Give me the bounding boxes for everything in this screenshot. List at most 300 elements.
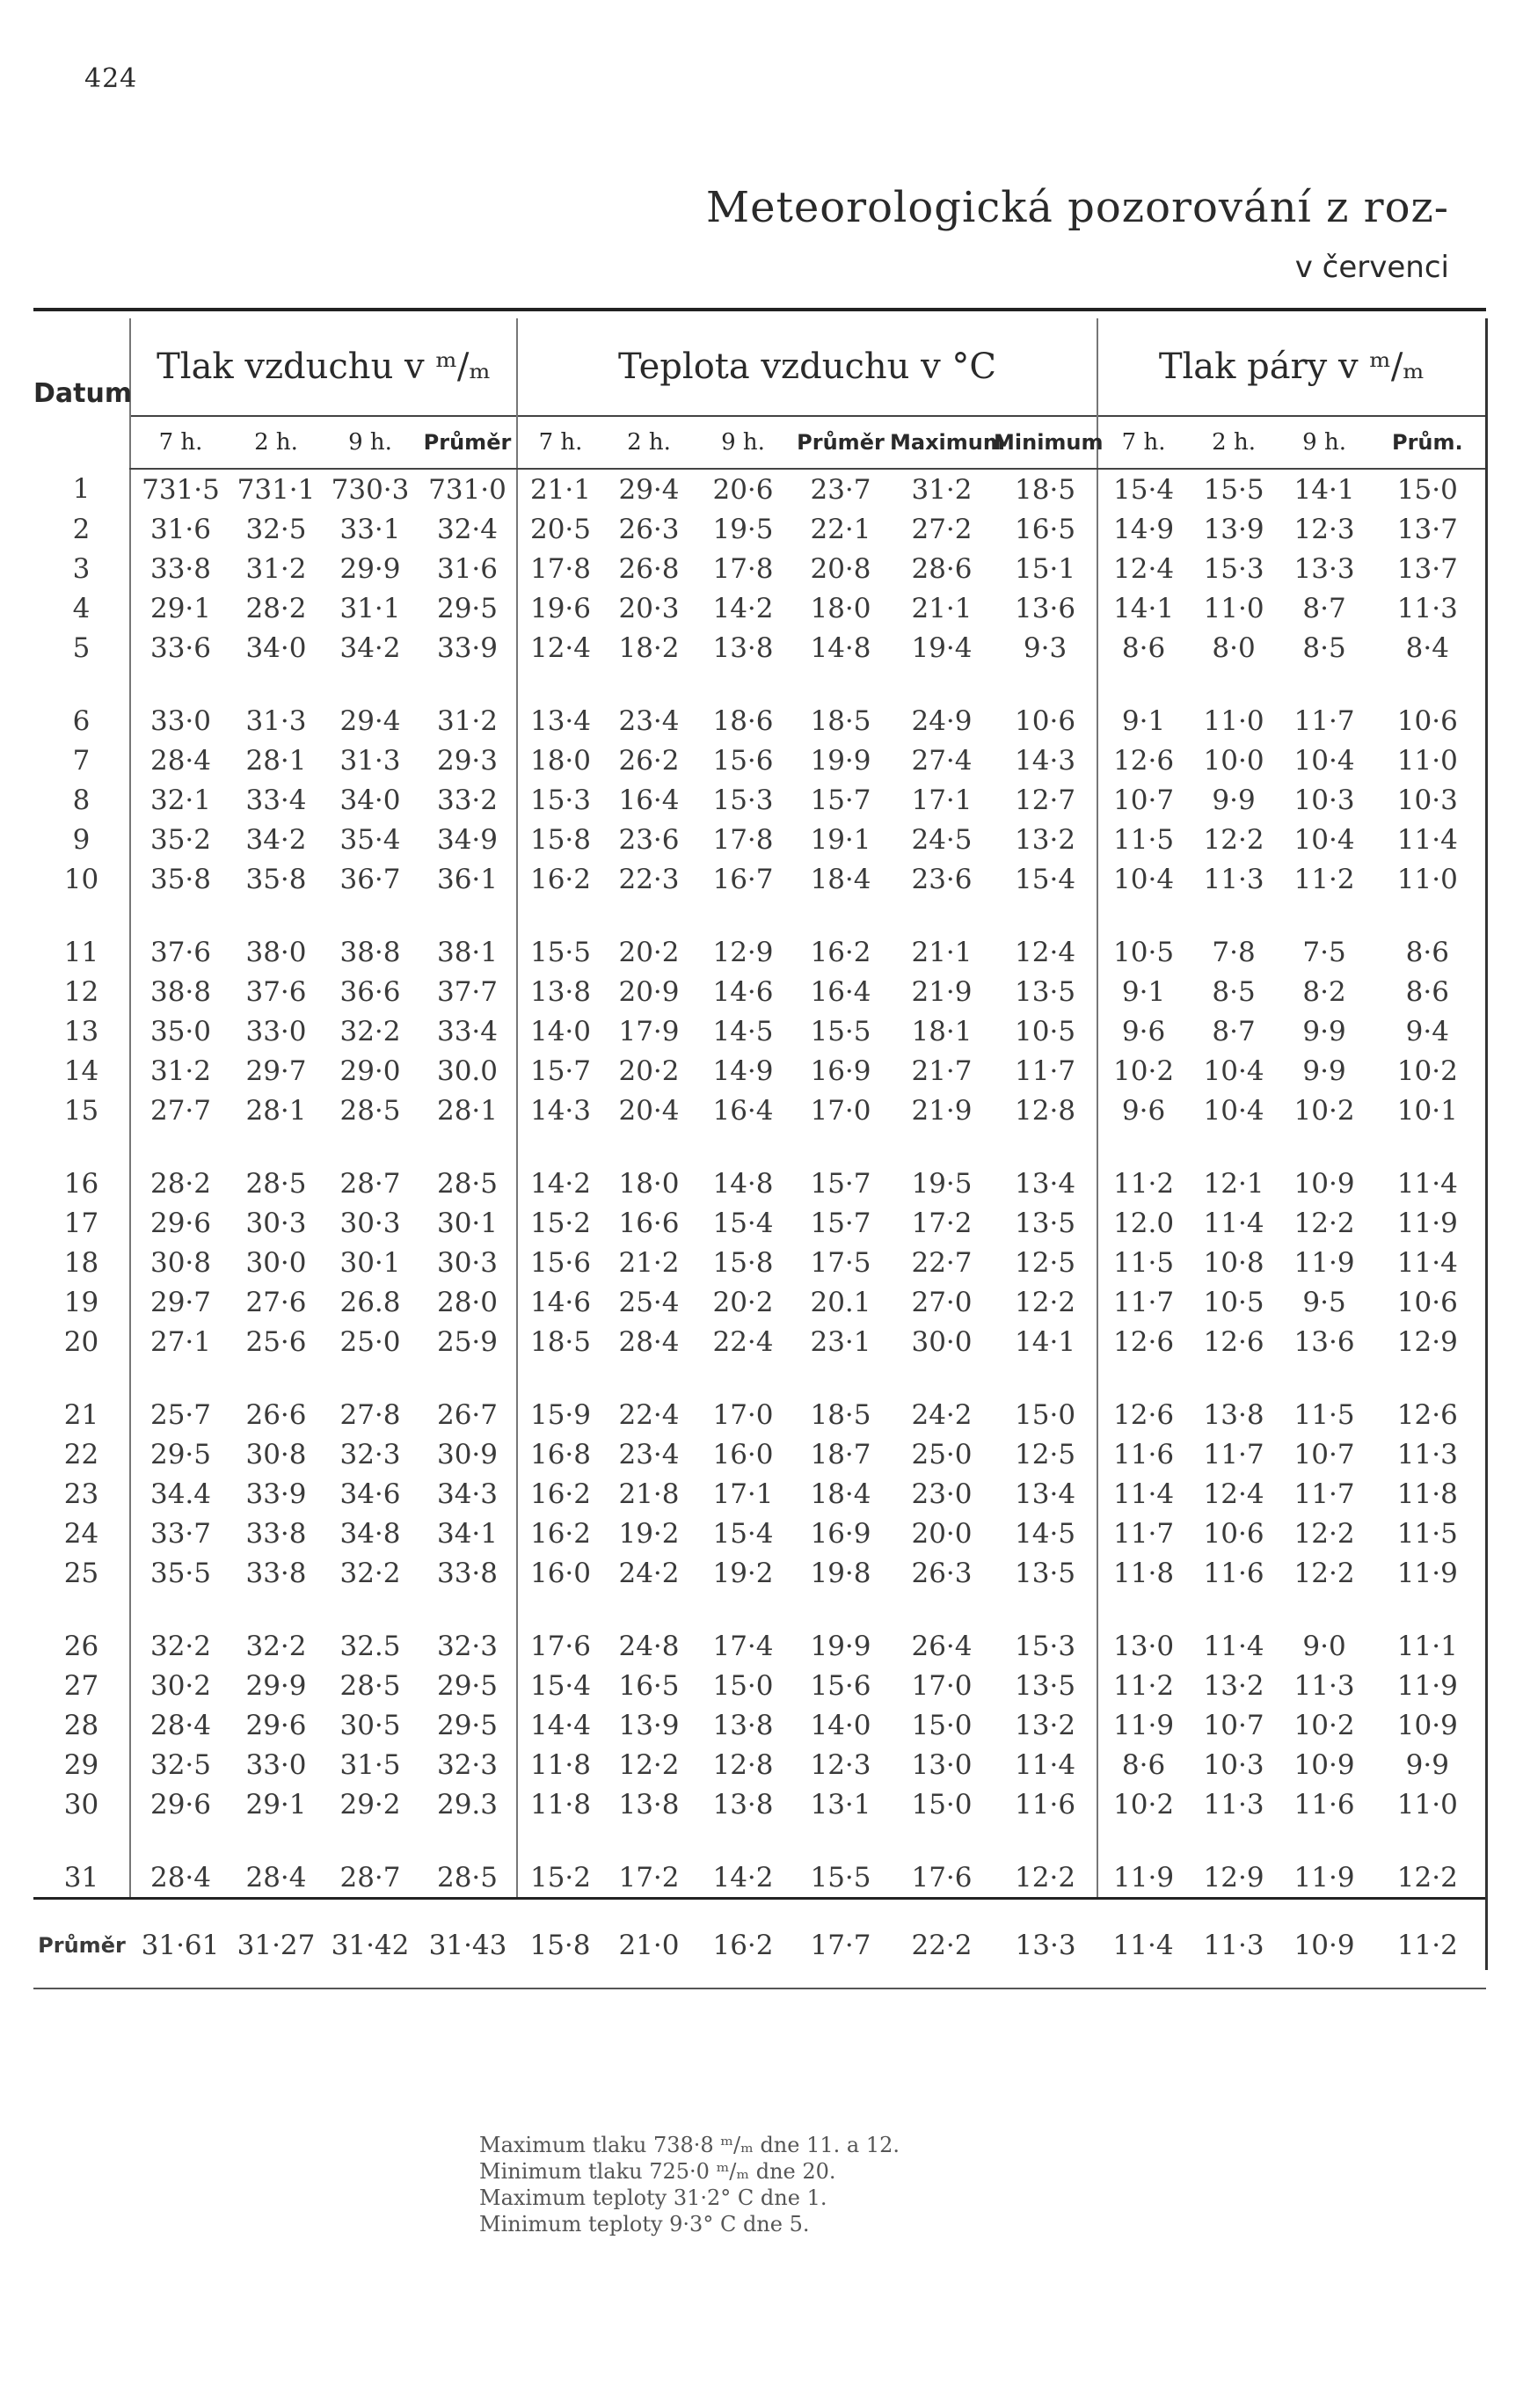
value-cell: 31·3 (339, 744, 401, 777)
value-cell: 15·7 (810, 1207, 871, 1239)
value-cell: 31·2 (130, 1051, 230, 1091)
value-cell: 22·4 (712, 1325, 774, 1358)
value-cell: 11·7 (1203, 1438, 1264, 1470)
col-header: Minimum (994, 416, 1097, 469)
value-cell: 30·0 (911, 1325, 973, 1358)
value-cell: 17·0 (810, 1094, 871, 1127)
value-cell: 25·7 (130, 1361, 230, 1434)
value-cell: 28·4 (130, 741, 230, 780)
day-cell: 12 (63, 975, 99, 1008)
value-cell: 10·7 (1203, 1709, 1264, 1741)
value-cell: 15·4 (712, 1207, 774, 1239)
value-cell: 18·0 (517, 741, 603, 780)
day-cell: 4 (72, 592, 91, 624)
value-cell: 32·2 (130, 1593, 230, 1666)
bottom-rule (33, 1988, 1486, 1989)
value-cell: 731·0 (428, 473, 506, 506)
value-cell: 16·8 (517, 1434, 603, 1474)
value-cell: 27·4 (911, 744, 973, 777)
value-cell: 14·2 (712, 1861, 774, 1894)
value-cell: 15·3 (712, 784, 774, 816)
table-row (33, 469, 1486, 509)
value-cell: 11·9 (1097, 1824, 1189, 1899)
value-cell: 28·2 (130, 1130, 230, 1203)
value-cell: 23·1 (810, 1325, 871, 1358)
day-cell: 3 (72, 552, 91, 585)
value-cell: 15·6 (517, 1243, 603, 1282)
value-cell: 11·5 (1097, 820, 1189, 859)
value-cell: 23·4 (618, 704, 680, 737)
value-cell: 36·6 (339, 975, 401, 1008)
value-cell: 11·9 (1370, 1666, 1486, 1705)
day-cell: 24 (63, 1517, 99, 1550)
value-cell: 18·7 (810, 1438, 871, 1470)
value-cell: 16·2 (517, 1474, 603, 1514)
value-cell: 15·0 (1015, 1398, 1076, 1431)
value-cell: 32·1 (130, 780, 230, 820)
value-cell: 11·0 (1203, 704, 1264, 737)
value-cell: 34·0 (245, 631, 307, 664)
day-cell: 2 (72, 513, 91, 545)
col-header: 7 h. (1097, 416, 1189, 469)
value-cell: 36·1 (436, 863, 499, 895)
value-cell: 20·0 (911, 1517, 973, 1550)
value-cell: 11·8 (1097, 1553, 1189, 1593)
value-cell: 12·6 (1203, 1325, 1264, 1358)
value-cell: 23·6 (911, 863, 973, 895)
value-cell: 28·4 (245, 1861, 307, 1894)
value-cell: 32·5 (245, 513, 307, 545)
value-cell: 16·7 (712, 863, 774, 895)
value-cell: 15·7 (810, 784, 871, 816)
value-cell: 731·1 (237, 473, 316, 506)
value-cell: 17·2 (911, 1207, 973, 1239)
value-cell: 15·5 (517, 899, 603, 972)
value-cell: 12·7 (1015, 784, 1076, 816)
value-cell: 14·3 (1015, 744, 1076, 777)
table-row (33, 509, 1486, 549)
value-cell: 35·4 (339, 823, 401, 856)
value-cell: 19·8 (810, 1557, 871, 1589)
value-cell: 23·7 (810, 473, 871, 506)
average-cell: 11·4 (1097, 1899, 1189, 1971)
value-cell: 11·8 (517, 1745, 603, 1784)
value-cell: 13·9 (1203, 513, 1264, 545)
value-cell: 11·5 (1097, 1243, 1189, 1282)
value-cell: 8·6 (1370, 972, 1486, 1011)
value-cell: 18·5 (517, 1322, 603, 1361)
value-cell: 14·2 (712, 592, 774, 624)
day-cell: 26 (63, 1630, 99, 1662)
note-max-pressure: Maximum tlaku 738·8 ᵐ/ₘ dne 11. a 12. (479, 2133, 900, 2157)
table-body (33, 469, 1486, 1899)
value-cell: 14·9 (712, 1054, 774, 1087)
value-cell: 8·6 (1097, 1745, 1189, 1784)
value-cell: 18·6 (712, 704, 774, 737)
value-cell: 28·5 (436, 1167, 499, 1200)
value-cell: 18·4 (810, 863, 871, 895)
value-cell: 28·2 (245, 592, 307, 624)
value-cell: 8·7 (1212, 1015, 1256, 1047)
value-cell: 13·0 (1097, 1593, 1189, 1666)
value-cell: 26·2 (618, 744, 680, 777)
value-cell: 10·1 (1370, 1091, 1486, 1130)
datum-header: Datum (33, 378, 133, 409)
col-header: 9 h. (1279, 416, 1370, 469)
value-cell: 15·2 (517, 1203, 603, 1243)
table-row (33, 1130, 1486, 1203)
value-cell: 9·9 (1302, 1054, 1346, 1087)
average-cell: 17·7 (791, 1899, 890, 1971)
value-cell: 9·1 (1097, 972, 1189, 1011)
value-cell: 14·8 (810, 631, 871, 664)
value-cell: 8·0 (1212, 631, 1256, 664)
value-cell: 11·6 (1097, 1434, 1189, 1474)
value-cell: 20·9 (618, 975, 680, 1008)
value-cell: 11·0 (1370, 741, 1486, 780)
vapor-group-header: Tlak páry v ᵐ/ₘ (1097, 318, 1486, 416)
table-row (33, 588, 1486, 628)
value-cell: 30·8 (245, 1438, 307, 1470)
average-cell: 11·2 (1370, 1899, 1486, 1971)
value-cell: 25·9 (436, 1325, 499, 1358)
value-cell: 22·7 (911, 1246, 973, 1279)
value-cell: 11·7 (1293, 704, 1355, 737)
value-cell: 31·5 (339, 1748, 401, 1781)
column-header-row (33, 416, 1486, 469)
value-cell: 13·5 (1015, 1557, 1076, 1589)
value-cell: 21·8 (618, 1478, 680, 1510)
day-cell: 16 (63, 1167, 99, 1200)
value-cell: 34·2 (339, 631, 401, 664)
value-cell: 16·2 (810, 936, 871, 968)
value-cell: 27·8 (339, 1398, 401, 1431)
value-cell: 12·9 (1370, 1322, 1486, 1361)
value-cell: 19·2 (712, 1557, 774, 1589)
value-cell: 7·5 (1302, 936, 1346, 968)
value-cell: 16·9 (810, 1517, 871, 1550)
value-cell: 10·9 (1293, 1748, 1355, 1781)
value-cell: 33·2 (436, 784, 499, 816)
value-cell: 8·6 (1097, 628, 1189, 668)
value-cell: 15·5 (810, 1861, 871, 1894)
value-cell: 12·3 (1293, 513, 1355, 545)
value-cell: 13·8 (712, 1709, 774, 1741)
value-cell: 11·8 (1370, 1474, 1486, 1514)
value-cell: 9·9 (1212, 784, 1256, 816)
value-cell: 26.8 (339, 1286, 401, 1318)
value-cell: 10·0 (1203, 744, 1264, 777)
value-cell: 15·8 (517, 820, 603, 859)
value-cell: 10·4 (1293, 744, 1355, 777)
table-row (33, 1203, 1486, 1243)
value-cell: 7·8 (1212, 936, 1256, 968)
average-cell: 31·43 (419, 1899, 517, 1971)
value-cell: 30·9 (436, 1438, 499, 1470)
value-cell: 33·7 (130, 1514, 230, 1553)
value-cell: 11·0 (1370, 1784, 1486, 1824)
value-cell: 11·9 (1097, 1705, 1189, 1745)
value-cell: 29·9 (245, 1669, 307, 1702)
value-cell: 12·5 (1015, 1438, 1076, 1470)
value-cell: 8·5 (1302, 631, 1346, 664)
value-cell: 33·8 (436, 1557, 499, 1589)
value-cell: 19·6 (517, 588, 603, 628)
value-cell: 28·7 (339, 1861, 401, 1894)
value-cell: 12.0 (1097, 1203, 1189, 1243)
value-cell: 10·2 (1097, 1051, 1189, 1091)
value-cell: 14·5 (1015, 1517, 1076, 1550)
value-cell: 24·9 (911, 704, 973, 737)
observation-table (33, 318, 1488, 1970)
day-cell: 22 (63, 1438, 99, 1470)
table-row (33, 1091, 1486, 1130)
table-row (33, 1553, 1486, 1593)
value-cell: 18·0 (618, 1167, 680, 1200)
value-cell: 12·8 (712, 1748, 774, 1781)
table-row (33, 1705, 1486, 1745)
value-cell: 23·6 (618, 823, 680, 856)
value-cell: 32.5 (339, 1630, 401, 1662)
value-cell: 13·8 (712, 631, 774, 664)
value-cell: 18·2 (618, 631, 680, 664)
average-cell: 11·3 (1189, 1899, 1279, 1971)
day-cell: 1 (72, 473, 91, 505)
value-cell: 11·4 (1370, 1130, 1486, 1203)
value-cell: 26·3 (911, 1557, 973, 1589)
value-cell: 12·5 (1015, 1246, 1076, 1279)
value-cell: 15·9 (517, 1361, 603, 1434)
value-cell: 10·7 (1293, 1438, 1355, 1470)
value-cell: 15·4 (517, 1666, 603, 1705)
average-cell: 10·9 (1279, 1899, 1370, 1971)
value-cell: 34·9 (436, 823, 499, 856)
value-cell: 24·2 (911, 1398, 973, 1431)
value-cell: 10·9 (1293, 1167, 1355, 1200)
table-row (33, 668, 1486, 741)
value-cell: 14·3 (517, 1091, 603, 1130)
value-cell: 17·6 (517, 1593, 603, 1666)
value-cell: 8·6 (1370, 899, 1486, 972)
value-cell: 8·2 (1302, 975, 1346, 1008)
value-cell: 13·5 (1015, 975, 1076, 1008)
table-row (33, 1243, 1486, 1282)
value-cell: 17·5 (810, 1246, 871, 1279)
value-cell: 17·1 (712, 1478, 774, 1510)
value-cell: 35·2 (130, 820, 230, 859)
value-cell: 33·6 (130, 628, 230, 668)
value-cell: 29·5 (130, 1434, 230, 1474)
value-cell: 28·5 (245, 1167, 307, 1200)
value-cell: 26·7 (436, 1398, 499, 1431)
value-cell: 14·1 (1015, 1325, 1076, 1358)
value-cell: 15·4 (712, 1517, 774, 1550)
value-cell: 11·3 (1203, 863, 1264, 895)
value-cell: 19·5 (712, 513, 774, 545)
col-header: 7 h. (517, 416, 603, 469)
value-cell: 13·4 (1015, 1167, 1076, 1200)
value-cell: 28·1 (245, 1094, 307, 1127)
table-row (33, 1361, 1486, 1434)
value-cell: 14·1 (1293, 473, 1355, 506)
value-cell: 31·2 (436, 704, 499, 737)
value-cell: 16·0 (712, 1438, 774, 1470)
value-cell: 31·3 (245, 704, 307, 737)
value-cell: 12·6 (1370, 1361, 1486, 1434)
value-cell: 29·5 (436, 1709, 499, 1741)
value-cell: 30·1 (436, 1207, 499, 1239)
value-cell: 30·2 (130, 1666, 230, 1705)
value-cell: 34·2 (245, 823, 307, 856)
value-cell: 16·4 (712, 1094, 774, 1127)
value-cell: 10·5 (1097, 899, 1189, 972)
value-cell: 13·8 (517, 972, 603, 1011)
table-row (33, 859, 1486, 899)
value-cell: 10·4 (1203, 1094, 1264, 1127)
value-cell: 29·6 (245, 1709, 307, 1741)
value-cell: 11·2 (1097, 1666, 1189, 1705)
value-cell: 10·3 (1293, 784, 1355, 816)
value-cell: 10·3 (1370, 780, 1486, 820)
value-cell: 11·5 (1293, 1398, 1355, 1431)
value-cell: 17·8 (712, 552, 774, 585)
value-cell: 16·4 (618, 784, 680, 816)
day-cell: 6 (72, 704, 91, 737)
col-header: 9 h. (322, 416, 419, 469)
value-cell: 32·2 (245, 1630, 307, 1662)
value-cell: 19·1 (810, 823, 871, 856)
value-cell: 38·0 (245, 936, 307, 968)
value-cell: 13·2 (1015, 1709, 1076, 1741)
value-cell: 17·0 (712, 1398, 774, 1431)
value-cell: 29·4 (339, 704, 401, 737)
value-cell: 34·8 (339, 1517, 401, 1550)
value-cell: 15·0 (1370, 469, 1486, 509)
value-cell: 11·3 (1370, 1434, 1486, 1474)
value-cell: 13·3 (1293, 552, 1355, 585)
value-cell: 9·9 (1370, 1745, 1486, 1784)
value-cell: 11·4 (1203, 1630, 1264, 1662)
value-cell: 13·0 (911, 1748, 973, 1781)
average-cell: 16·2 (695, 1899, 791, 1971)
value-cell: 33·9 (245, 1478, 307, 1510)
value-cell: 18·1 (911, 1015, 973, 1047)
value-cell: 33·0 (130, 668, 230, 741)
value-cell: 32·3 (436, 1748, 499, 1781)
col-header: 2 h. (603, 416, 695, 469)
value-cell: 27·6 (245, 1286, 307, 1318)
day-cell: 31 (63, 1861, 99, 1894)
value-cell: 12·2 (1015, 1861, 1076, 1894)
value-cell: 30·1 (339, 1246, 401, 1279)
value-cell: 32·4 (436, 513, 499, 545)
value-cell: 34·3 (436, 1478, 499, 1510)
average-cell: 13·3 (994, 1899, 1097, 1971)
value-cell: 24·8 (618, 1630, 680, 1662)
table-row (33, 1282, 1486, 1322)
value-cell: 32·2 (339, 1557, 401, 1589)
value-cell: 29·1 (245, 1788, 307, 1821)
value-cell: 13·6 (1015, 592, 1076, 624)
value-cell: 15·8 (712, 1246, 774, 1279)
value-cell: 11·0 (1203, 592, 1264, 624)
value-cell: 17·2 (618, 1861, 680, 1894)
value-cell: 30·3 (339, 1207, 401, 1239)
value-cell: 31·6 (436, 552, 499, 585)
value-cell: 11·4 (1203, 1207, 1264, 1239)
value-cell: 11·4 (1097, 1474, 1189, 1514)
day-cell: 21 (63, 1398, 99, 1431)
day-cell: 8 (72, 784, 91, 816)
value-cell: 15·2 (517, 1824, 603, 1899)
group-header-row (33, 318, 1486, 416)
value-cell: 12·2 (1293, 1207, 1355, 1239)
col-header: Průměr (791, 416, 890, 469)
value-cell: 15·6 (810, 1669, 871, 1702)
value-cell: 31·2 (911, 473, 973, 506)
day-cell: 18 (63, 1246, 99, 1279)
value-cell: 27·2 (911, 513, 973, 545)
table-row (33, 899, 1486, 972)
observation-table-wrap (33, 308, 1486, 1989)
value-cell: 15·0 (911, 1788, 973, 1821)
value-cell: 10·6 (1370, 1282, 1486, 1322)
value-cell: 29·0 (339, 1054, 401, 1087)
value-cell: 10·7 (1097, 780, 1189, 820)
value-cell: 18·5 (810, 704, 871, 737)
value-cell: 17·6 (911, 1861, 973, 1894)
value-cell: 15·0 (712, 1669, 774, 1702)
value-cell: 16·2 (517, 859, 603, 899)
value-cell: 19·4 (911, 631, 973, 664)
value-cell: 12·2 (1293, 1517, 1355, 1550)
value-cell: 12·4 (1203, 1478, 1264, 1510)
value-cell: 12·2 (1203, 823, 1264, 856)
value-cell: 29·5 (436, 592, 499, 624)
average-cell: 15·8 (517, 1899, 603, 1971)
value-cell: 35·5 (130, 1553, 230, 1593)
day-cell: 9 (72, 823, 91, 856)
table-row (33, 820, 1486, 859)
value-cell: 20·2 (618, 1054, 680, 1087)
value-cell: 16·9 (810, 1054, 871, 1087)
value-cell: 27·0 (911, 1286, 973, 1318)
top-rule (33, 308, 1486, 311)
value-cell: 13·1 (810, 1788, 871, 1821)
table-row (33, 549, 1486, 588)
value-cell: 12·6 (1097, 1361, 1189, 1434)
value-cell: 16·5 (618, 1669, 680, 1702)
day-cell: 30 (63, 1788, 99, 1821)
col-header: 7 h. (130, 416, 230, 469)
table-row (33, 1666, 1486, 1705)
value-cell: 11·9 (1370, 1203, 1486, 1243)
value-cell: 20·6 (712, 473, 774, 506)
value-cell: 13·5 (1015, 1207, 1076, 1239)
value-cell: 26·4 (911, 1630, 973, 1662)
col-header: Maximum (890, 416, 994, 469)
table-row (33, 628, 1486, 668)
value-cell: 10·2 (1097, 1784, 1189, 1824)
value-cell: 38·1 (436, 936, 499, 968)
table-row (33, 972, 1486, 1011)
value-cell: 14·0 (517, 1011, 603, 1051)
value-cell: 21·1 (911, 592, 973, 624)
table-row (33, 1745, 1486, 1784)
value-cell: 28·5 (339, 1669, 401, 1702)
page-title: Meteorologická pozorování z roz- (706, 183, 1449, 232)
value-cell: 13·8 (1203, 1398, 1264, 1431)
